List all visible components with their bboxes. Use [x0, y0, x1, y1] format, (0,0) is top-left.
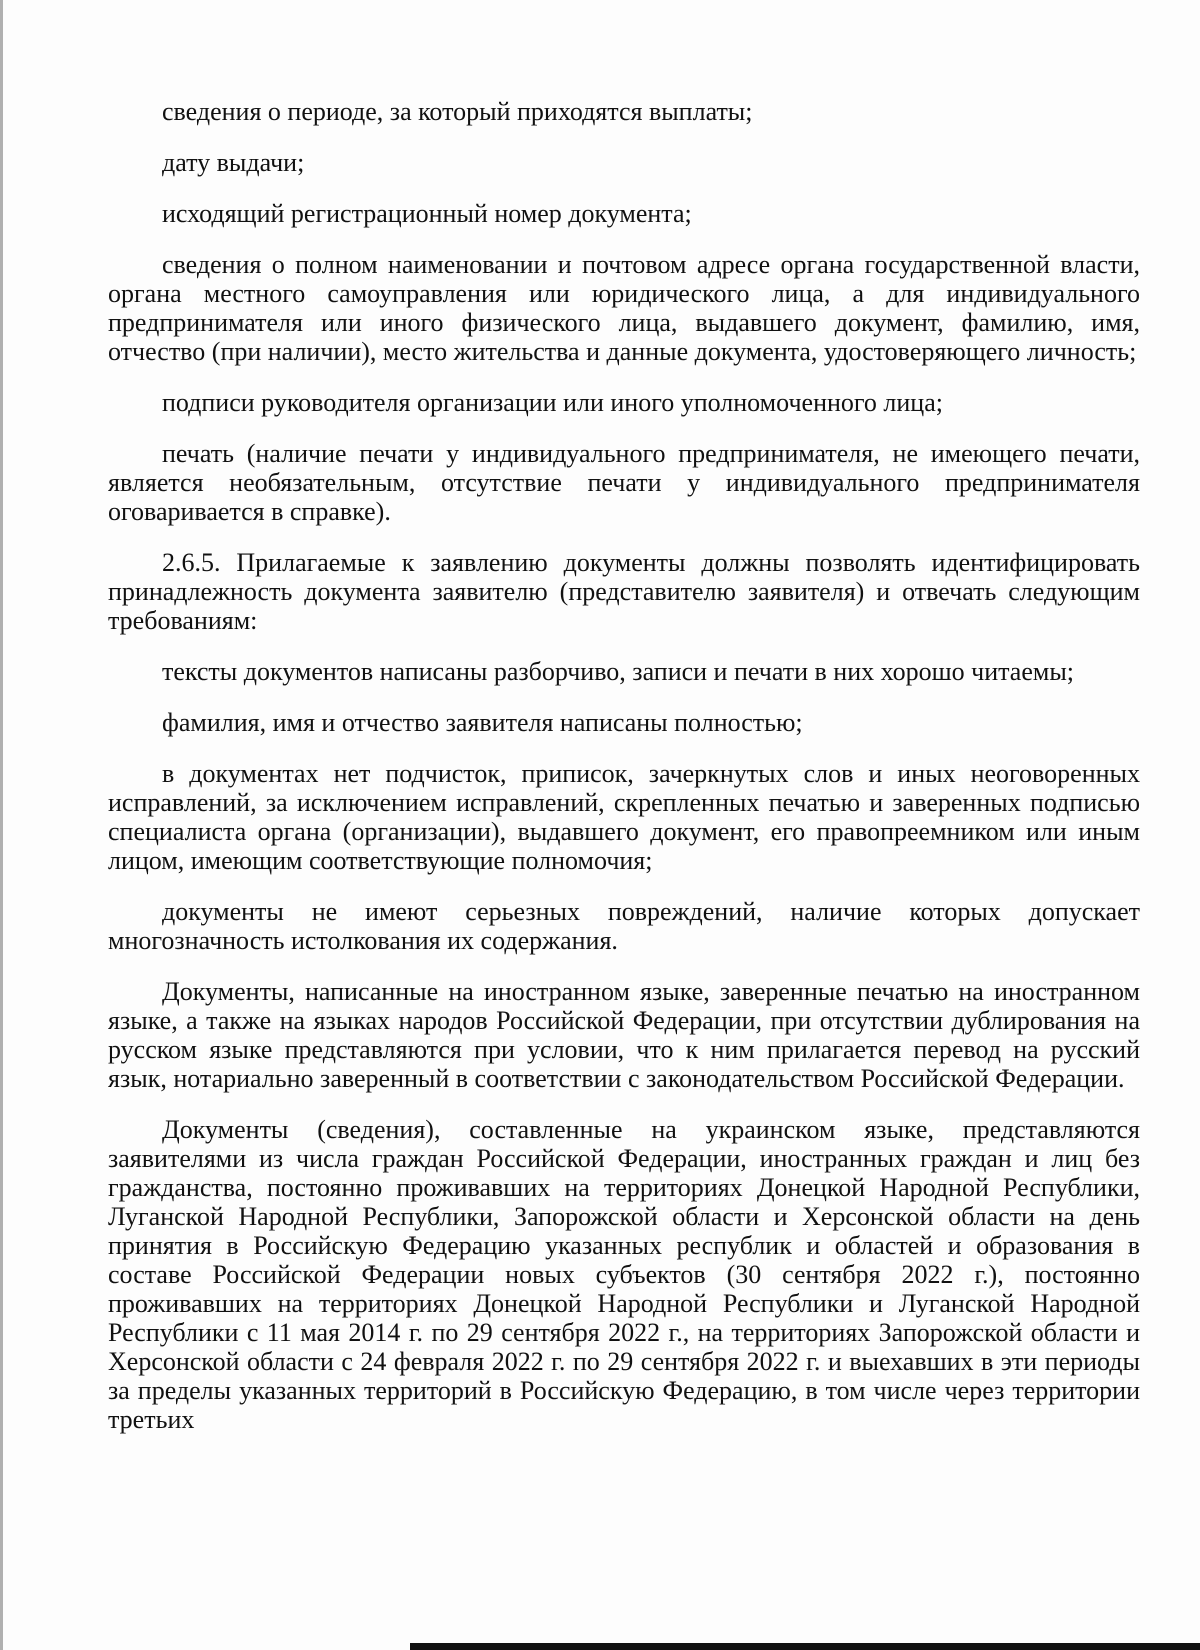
paragraph-payment-period: сведения о периоде, за который приходятся выплаты;: [162, 97, 753, 126]
paragraph-no-damage: документы не имеют серьезных повреждений, наличие которых допускает многозначность истолкования их содержания.: [108, 897, 1140, 955]
paragraph-ukrainian-language: Документы (сведения), составленные на украинском языке, представляются заявителями из числа граждан Российской Федерации, иностранных граждан и лиц без гражданства, постоянно проживавших на территориях Донецкой Народной Республики, Луганской Народной Республики, Запорожской области и Херсонской области на день принятия в Российскую Федерацию указанных республик и областей и образования в составе Российской Федерации новых субъектов (30 сентября 2022 г.), постоянно проживавших на территориях Донецкой Народной Республики и Луганской Народной Республики с 11 мая 2014 г. по 29 сентября 2022 г., на территориях Запорожской области и Херсонской области с 24 февраля 2022 г. по 29 сентября 2022 г. и выехавших в эти периоды за пределы указанных территорий в Российскую Федерацию, в том числе через территории третьих: [108, 1115, 1140, 1434]
scan-left-edge: [0, 0, 3, 1650]
paragraph-issue-date: дату выдачи;: [162, 148, 305, 177]
paragraph-legible-text: тексты документов написаны разборчиво, записи и печати в них хорошо читаемы;: [162, 657, 1075, 686]
paragraph-foreign-language: Документы, написанные на иностранном языке, заверенные печатью на иностранном языке, а также на языках народов Российской Федерации, при отсутствии дублирования на русском языке представляются при условии, что к ним прилагается перевод на русский язык, нотариально заверенный в соответствии с законодательством Российской Федерации.: [108, 977, 1140, 1093]
paragraph-seal: печать (наличие печати у индивидуального предпринимателя, не имеющего печати, является необязательным, отсутствие печати у индивидуального предпринимателя оговаривается в справке).: [108, 439, 1140, 526]
paragraph-no-corrections: в документах нет подчисток, приписок, зачеркнутых слов и иных неоговоренных исправлений, за исключением исправлений, скрепленных печатью и заверенных подписью специалиста органа (организации), выдавшего документ, его правопреемником или иным лицом, имеющим соответствующие полномочия;: [108, 759, 1140, 875]
paragraph-issuer-details: сведения о полном наименовании и почтовом адресе органа государственной власти, органа местного самоуправления или юридического лица, а для индивидуального предпринимателя или иного физического лица, выдавшего документ, фамилию, имя, отчество (при наличии), место жительства и данные документа, удостоверяющего личность;: [108, 250, 1140, 366]
document-body: [108, 97, 1140, 1454]
paragraph-registration-number: исходящий регистрационный номер документа;: [162, 199, 692, 228]
scan-bottom-rule: [410, 1643, 1200, 1650]
paragraph-full-name: фамилия, имя и отчество заявителя написаны полностью;: [162, 708, 803, 737]
paragraph-signatures: подписи руководителя организации или иного уполномоченного лица;: [162, 388, 943, 417]
paragraph-section-2-6-5: 2.6.5. Прилагаемые к заявлению документы должны позволять идентифицировать принадлежность документа заявителю (представителю заявителя) и отвечать следующим требованиям:: [108, 548, 1140, 635]
